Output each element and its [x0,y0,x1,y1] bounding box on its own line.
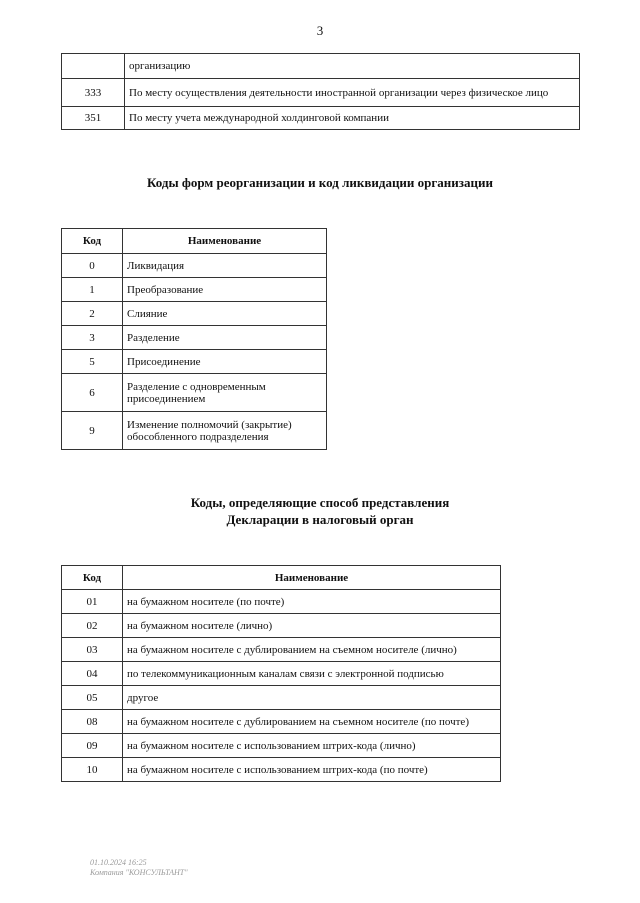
table-row [62,590,501,614]
name-cell: на бумажном носителе (по почте) [123,590,501,614]
code-cell: 351 [62,107,125,130]
table-row [62,758,501,782]
name-cell: на бумажном носителе с использованием штрих-кода (лично) [123,734,501,758]
table-row [62,350,327,374]
reorg-section-title: Коды форм реорганизации и код ликвидации организации [147,175,493,190]
table-row [62,254,327,278]
table-row [62,326,327,350]
code-cell: 0 [62,254,123,278]
table-row [62,302,327,326]
page-number: 3 [316,23,324,38]
name-cell: Слияние [123,302,327,326]
table-row [62,278,327,302]
code-cell: 333 [62,79,125,107]
code-cell: 01 [62,590,123,614]
table-row [62,107,580,130]
name-cell: Присоединение [123,350,327,374]
code-header: Код [62,566,123,590]
name-cell: на бумажном носителе с дублированием на съемном носителе (лично) [123,638,501,662]
code-cell: 04 [62,662,123,686]
code-cell: 09 [62,734,123,758]
table-row [62,614,501,638]
table-row [62,662,501,686]
table-row [62,710,501,734]
code-cell: 9 [62,412,123,450]
code-cell: 5 [62,350,123,374]
table-row [62,686,501,710]
table-row [62,79,580,107]
stamp-date: 01.10.2024 16:25 [90,858,147,867]
name-header: Наименование [123,566,501,590]
code-cell: 05 [62,686,123,710]
code-cell: 10 [62,758,123,782]
reorg-codes-table [61,228,327,450]
name-cell: другое [123,686,501,710]
name-cell: на бумажном носителе с использованием штрих-кода (по почте) [123,758,501,782]
stamp-source: Компания "КОНСУЛЬТАНТ" [90,868,188,877]
table-row [62,412,327,450]
name-cell: По месту осуществления деятельности иностранной организации через физическое лицо [125,79,580,107]
name-cell: Изменение полномочий (закрытие) обособленного подразделения [123,412,327,450]
table-row [62,54,580,79]
table-row [62,638,501,662]
table-header-row [62,566,501,590]
table-header-row [62,229,327,254]
code-cell: 08 [62,710,123,734]
name-cell: организацию [125,54,580,79]
table-row [62,374,327,412]
name-cell: По месту учета международной холдинговой компании [125,107,580,130]
name-header: Наименование [123,229,327,254]
name-cell: Разделение [123,326,327,350]
method-title-line2: Декларации в налоговый орган [226,512,414,527]
name-cell: по телекоммуникационным каналам связи с электронной подписью [123,662,501,686]
code-cell: 3 [62,326,123,350]
code-cell: 2 [62,302,123,326]
code-cell: 03 [62,638,123,662]
tax-office-codes-table-continued [61,53,580,130]
name-cell: Преобразование [123,278,327,302]
code-cell: 6 [62,374,123,412]
name-cell: на бумажном носителе с дублированием на съемном носителе (по почте) [123,710,501,734]
code-cell [62,54,125,79]
method-title-line1: Коды, определяющие способ представления [190,495,450,510]
name-cell: Ликвидация [123,254,327,278]
name-cell: на бумажном носителе (лично) [123,614,501,638]
name-cell: Разделение с одновременным присоединением [123,374,327,412]
code-cell: 02 [62,614,123,638]
method-section-title [0,494,640,528]
document-stamp [90,858,188,878]
submission-method-table [61,565,501,782]
code-cell: 1 [62,278,123,302]
code-header: Код [62,229,123,254]
table-row [62,734,501,758]
